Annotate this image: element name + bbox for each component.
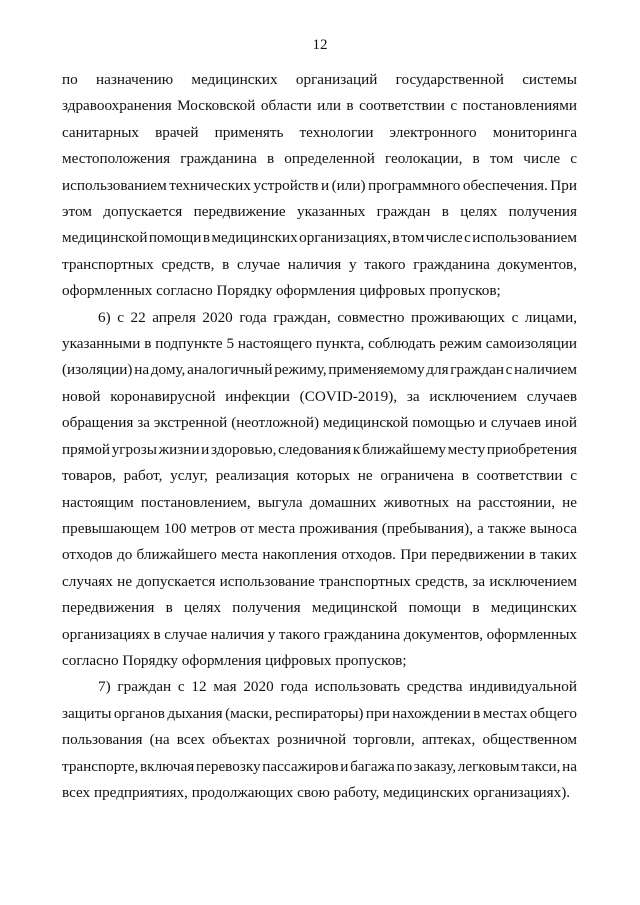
text-line: превышающем 100 метров от места проживания (пребывания), а также выноса: [62, 519, 577, 537]
text-line: товаров, работ, услуг, реализация которых не ограничена в соответствии с: [62, 467, 577, 485]
text-line: пользования (на всех объектах розничной торговли, аптеках, общественном: [62, 731, 577, 749]
text-line: этом допускается передвижение указанных граждан в целях получения: [62, 203, 577, 221]
text-line: транспорте, включая перевозку пассажиров и багажа по заказу, легковым такси, на: [62, 757, 577, 775]
text-line: обращения за экстренной (неотложной) медицинской помощью и случаев иной: [62, 414, 577, 432]
paragraph-item-6: [62, 305, 577, 675]
text-line: согласно Порядку оформления цифровых пропусков;: [62, 651, 407, 669]
text-line: транспортных средств, в случае наличия у такого гражданина документов,: [62, 255, 577, 273]
paragraph-item-7: [62, 674, 577, 806]
text-line: указанными в подпункте 5 настоящего пункта, соблюдать режим самоизоляции: [62, 335, 577, 353]
text-line: случаях не допускается использование транспортных средств, за исключением: [62, 572, 577, 590]
text-line: настоящим постановлением, выгула домашних животных на расстоянии, не: [62, 493, 577, 511]
text-line: местоположения гражданина в определенной геолокации, в том числе с: [62, 150, 577, 168]
text-line: медицинской помощи в медицинских организациях, в том числе с использованием: [62, 229, 577, 247]
text-line: отходов до ближайшего места накопления отходов. При передвижении в таких: [62, 546, 577, 564]
text-line: здравоохранения Московской области или в соответствии с постановлениями: [62, 97, 577, 115]
text-line: использованием технических устройств и (или) программного обеспечения. При: [62, 176, 577, 194]
text-line: оформленных согласно Порядку оформления цифровых пропусков;: [62, 282, 501, 300]
text-line: (изоляции) на дому, аналогичный режиму, применяемому для граждан с наличием: [62, 361, 577, 379]
text-line: всех предприятиях, продолжающих свою работу, медицинских организациях).: [62, 783, 571, 801]
text-line: новой коронавирусной инфекции (COVID-2019), за исключением случаев: [62, 387, 577, 405]
text-line: организациях в случае наличия у такого гражданина документов, оформленных: [62, 625, 577, 643]
page-number: 12: [312, 37, 328, 53]
text-line: санитарных врачей применять технологии электронного мониторинга: [62, 123, 577, 141]
paragraph-continuation: [62, 67, 577, 305]
text-line: 6) с 22 апреля 2020 года граждан, совместно проживающих с лицами,: [98, 308, 577, 326]
text-line: 7) граждан с 12 мая 2020 года использовать средства индивидуальной: [98, 678, 577, 696]
text-line: по назначению медицинских организаций государственной системы: [62, 71, 577, 88]
text-line: защиты органов дыхания (маски, респираторы) при нахождении в местах общего: [62, 704, 577, 722]
document-body: [62, 67, 577, 806]
text-line: прямой угрозы жизни и здоровью, следования к ближайшему месту приобретения: [62, 440, 577, 458]
text-line: передвижения в целях получения медицинской помощи в медицинских: [62, 599, 577, 617]
